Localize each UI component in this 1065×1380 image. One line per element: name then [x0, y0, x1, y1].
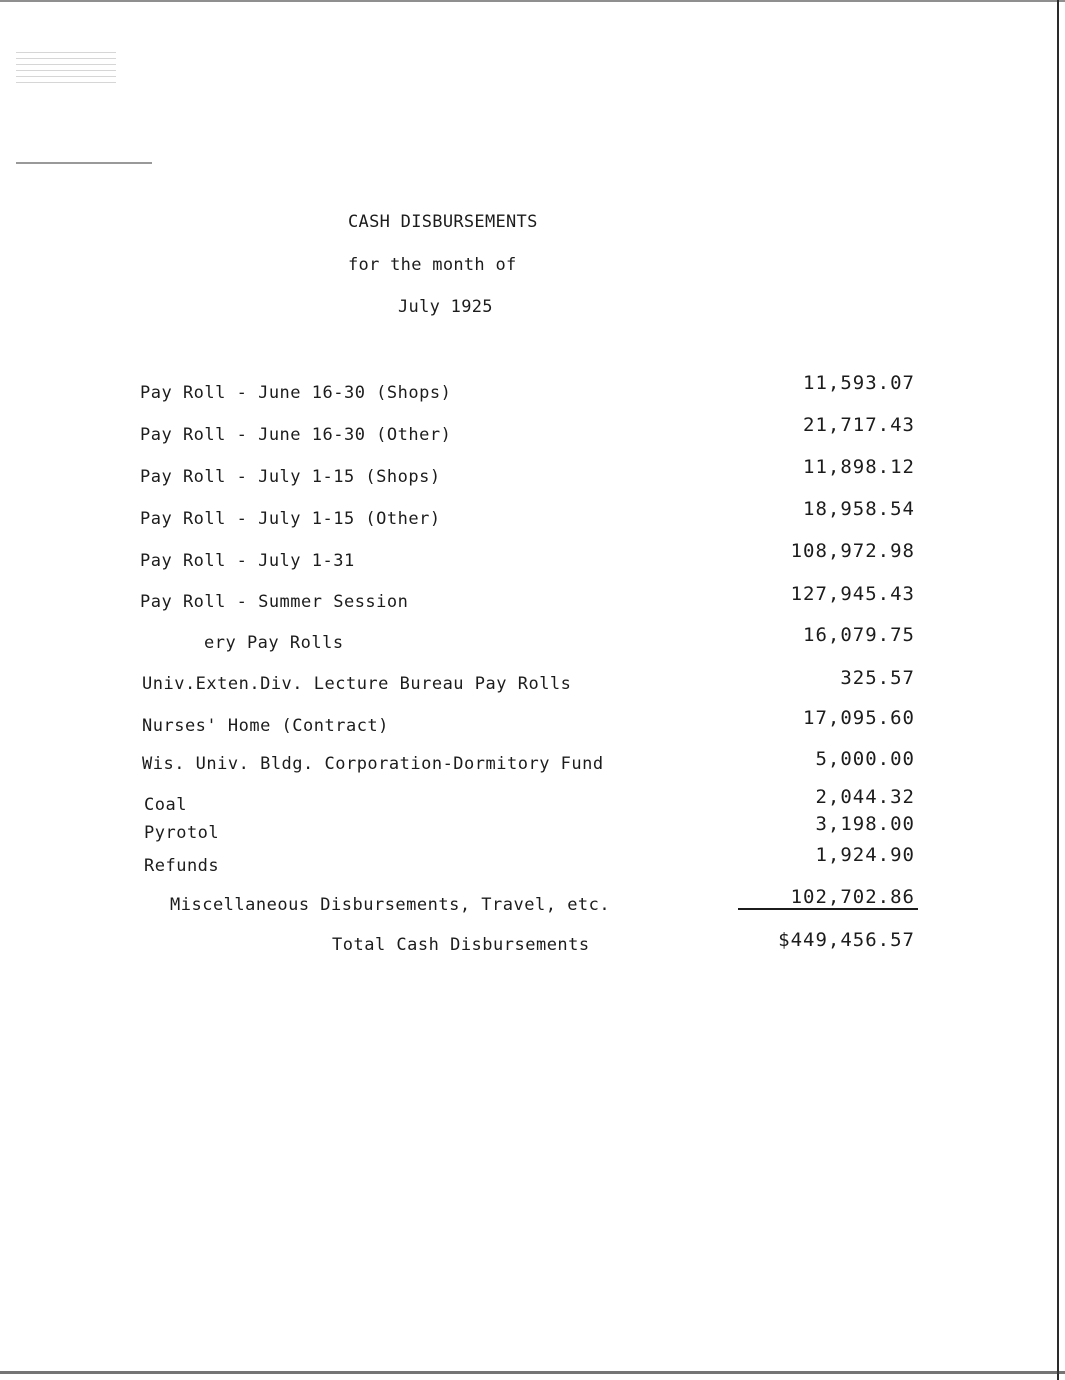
row-label: Coal: [144, 795, 187, 815]
row-label: Pyrotol: [144, 823, 220, 843]
scan-edge-bottom: [0, 1371, 1065, 1374]
row-amount: 11,898.12: [803, 456, 915, 478]
scan-edge-top: [0, 0, 1065, 2]
row-label: Pay Roll - June 16-30 (Other): [140, 425, 452, 445]
row-label: Nurses' Home (Contract): [142, 716, 389, 736]
row-label: Wis. Univ. Bldg. Corporation-Dormitory Fund: [142, 754, 604, 774]
row-amount: 16,079.75: [803, 624, 915, 646]
scan-edge-right: [1057, 0, 1059, 1380]
row-label: Pay Roll - July 1-31: [140, 551, 355, 571]
row-amount: 5,000.00: [815, 748, 915, 770]
row-label: Pay Roll - July 1-15 (Other): [140, 509, 441, 529]
row-amount: 11,593.07: [803, 372, 915, 394]
row-label: ery Pay Rolls: [204, 633, 344, 653]
row-label: Refunds: [144, 856, 220, 876]
row-label: Miscellaneous Disbursements, Travel, etc.: [170, 895, 611, 915]
total-label: Total Cash Disbursements: [332, 935, 590, 955]
row-amount: 21,717.43: [803, 414, 915, 436]
subtotal-rule: [738, 908, 918, 910]
row-amount: 1,924.90: [815, 844, 915, 866]
row-amount: 3,198.00: [815, 813, 915, 835]
row-label: Pay Roll - June 16-30 (Shops): [140, 383, 452, 403]
row-amount: 17,095.60: [803, 707, 915, 729]
scan-artifact: [16, 52, 116, 86]
row-amount: 2,044.32: [815, 786, 915, 808]
row-amount: 108,972.98: [790, 540, 915, 562]
document-subtitle: for the month of: [348, 255, 517, 275]
total-amount: $449,456.57: [778, 929, 915, 951]
row-label: Pay Roll - Summer Session: [140, 592, 409, 612]
document-title: CASH DISBURSEMENTS: [348, 212, 538, 232]
document-period: July 1925: [398, 297, 493, 317]
row-label: Univ.Exten.Div. Lecture Bureau Pay Rolls: [142, 674, 572, 694]
row-label: Pay Roll - July 1-15 (Shops): [140, 467, 441, 487]
scan-artifact: [16, 162, 152, 164]
row-amount: 102,702.86: [790, 886, 915, 908]
row-amount: 18,958.54: [803, 498, 915, 520]
row-amount: 325.57: [840, 667, 915, 689]
row-amount: 127,945.43: [790, 583, 915, 605]
